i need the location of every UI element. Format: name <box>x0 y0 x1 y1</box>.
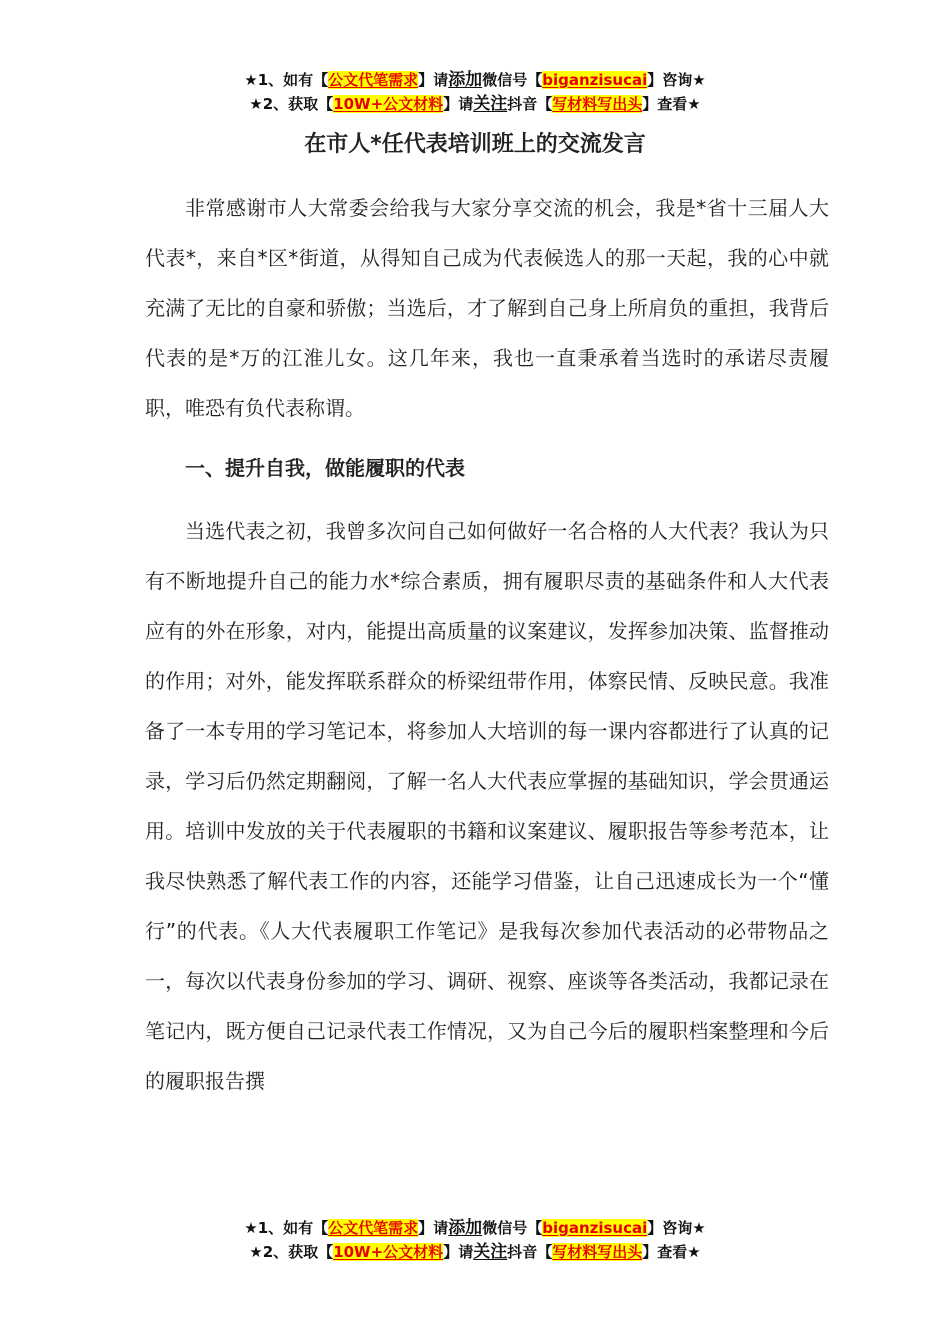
document-title: 在市人*任代表培训班上的交流发言 <box>304 132 646 157</box>
promo-text: 】咨询★ <box>647 71 706 89</box>
promo-text: ★2、获取【 <box>249 1243 334 1261</box>
promo-line-1 <box>0 1216 950 1240</box>
promo-text: 】查看★ <box>642 95 701 113</box>
promo-line-2 <box>0 1240 950 1264</box>
promo-text: 】查看★ <box>642 1243 701 1261</box>
promo-text: ★1、如有【 <box>244 71 329 89</box>
promo-emphasis: 关注 <box>473 1242 508 1262</box>
promo-text: 抖音【 <box>507 95 553 113</box>
promo-text: 】咨询★ <box>647 1219 706 1237</box>
promo-text: ★2、获取【 <box>249 95 334 113</box>
promo-text: 】请 <box>443 95 474 113</box>
header-promo-banner <box>0 68 950 116</box>
section-heading-1: 一、提升自我，做能履职的代表 <box>185 456 465 480</box>
promo-text: 微信号【 <box>482 71 543 89</box>
promo-highlight: 10W+公文材料 <box>333 1243 444 1261</box>
promo-wechat-id: biganzisucai <box>542 71 648 89</box>
promo-text: 】请 <box>418 71 449 89</box>
promo-text: 微信号【 <box>482 1219 543 1237</box>
promo-douyin-id: 写材料写出头 <box>552 1243 643 1261</box>
promo-emphasis: 添加 <box>448 70 483 90</box>
promo-wechat-id: biganzisucai <box>542 1219 648 1237</box>
promo-highlight: 公文代笔需求 <box>328 71 419 89</box>
promo-text: 】请 <box>418 1219 449 1237</box>
paragraph-intro: 非常感谢市人大常委会给我与大家分享交流的机会，我是*省十三届人大代表*，来自*区*街道，从得知自己成为代表候选人的那一天起，我的心中就充满了无比的自豪和骄傲；当选后，才了解到自己身上所肩负的重担，我背后代表的是*万的江淮儿女。这几年来，我也一直秉承着当选时的承诺尽责履职，唯恐有负代表称谓。 <box>145 196 829 420</box>
promo-text: 抖音【 <box>507 1243 553 1261</box>
promo-emphasis: 关注 <box>473 94 508 114</box>
promo-text: ★1、如有【 <box>244 1219 329 1237</box>
promo-emphasis: 添加 <box>448 1218 483 1238</box>
footer-promo-banner <box>0 1216 950 1264</box>
promo-douyin-id: 写材料写出头 <box>552 95 643 113</box>
promo-line-2 <box>0 92 950 116</box>
paragraph-section-1: 当选代表之初，我曾多次问自己如何做好一名合格的人大代表？我认为只有不断地提升自己的能力水*综合素质，拥有履职尽责的基础条件和人大代表应有的外在形象，对内，能提出高质量的议案建议，发挥参加决策、监督推动的作用；对外，能发挥联系群众的桥梁纽带作用，体察民情、反映民意。我准备了一本专用的学习笔记本，将参加人大培训的每一课内容都进行了认真的记录，学习后仍然定期翻阅，了解一名人大代表应掌握的基础知识，学会贯通运用。培训中发放的关于代表履职的书籍和议案建议、履职报告等参考范本，让我尽快熟悉了解代表工作的内容，还能学习借鉴，让自己迅速成长为一个“懂行”的代表。《人大代表履职工作笔记》是我每次参加代表活动的必带物品之一，每次以代表身份参加的学习、调研、视察、座谈等各类活动，我都记录在笔记内，既方便自己记录代表工作情况，又为自己今后的履职档案整理和今后的履职报告撰 <box>145 519 829 1093</box>
promo-text: 】请 <box>443 1243 474 1261</box>
promo-line-1 <box>0 68 950 92</box>
promo-highlight: 10W+公文材料 <box>333 95 444 113</box>
promo-highlight: 公文代笔需求 <box>328 1219 419 1237</box>
